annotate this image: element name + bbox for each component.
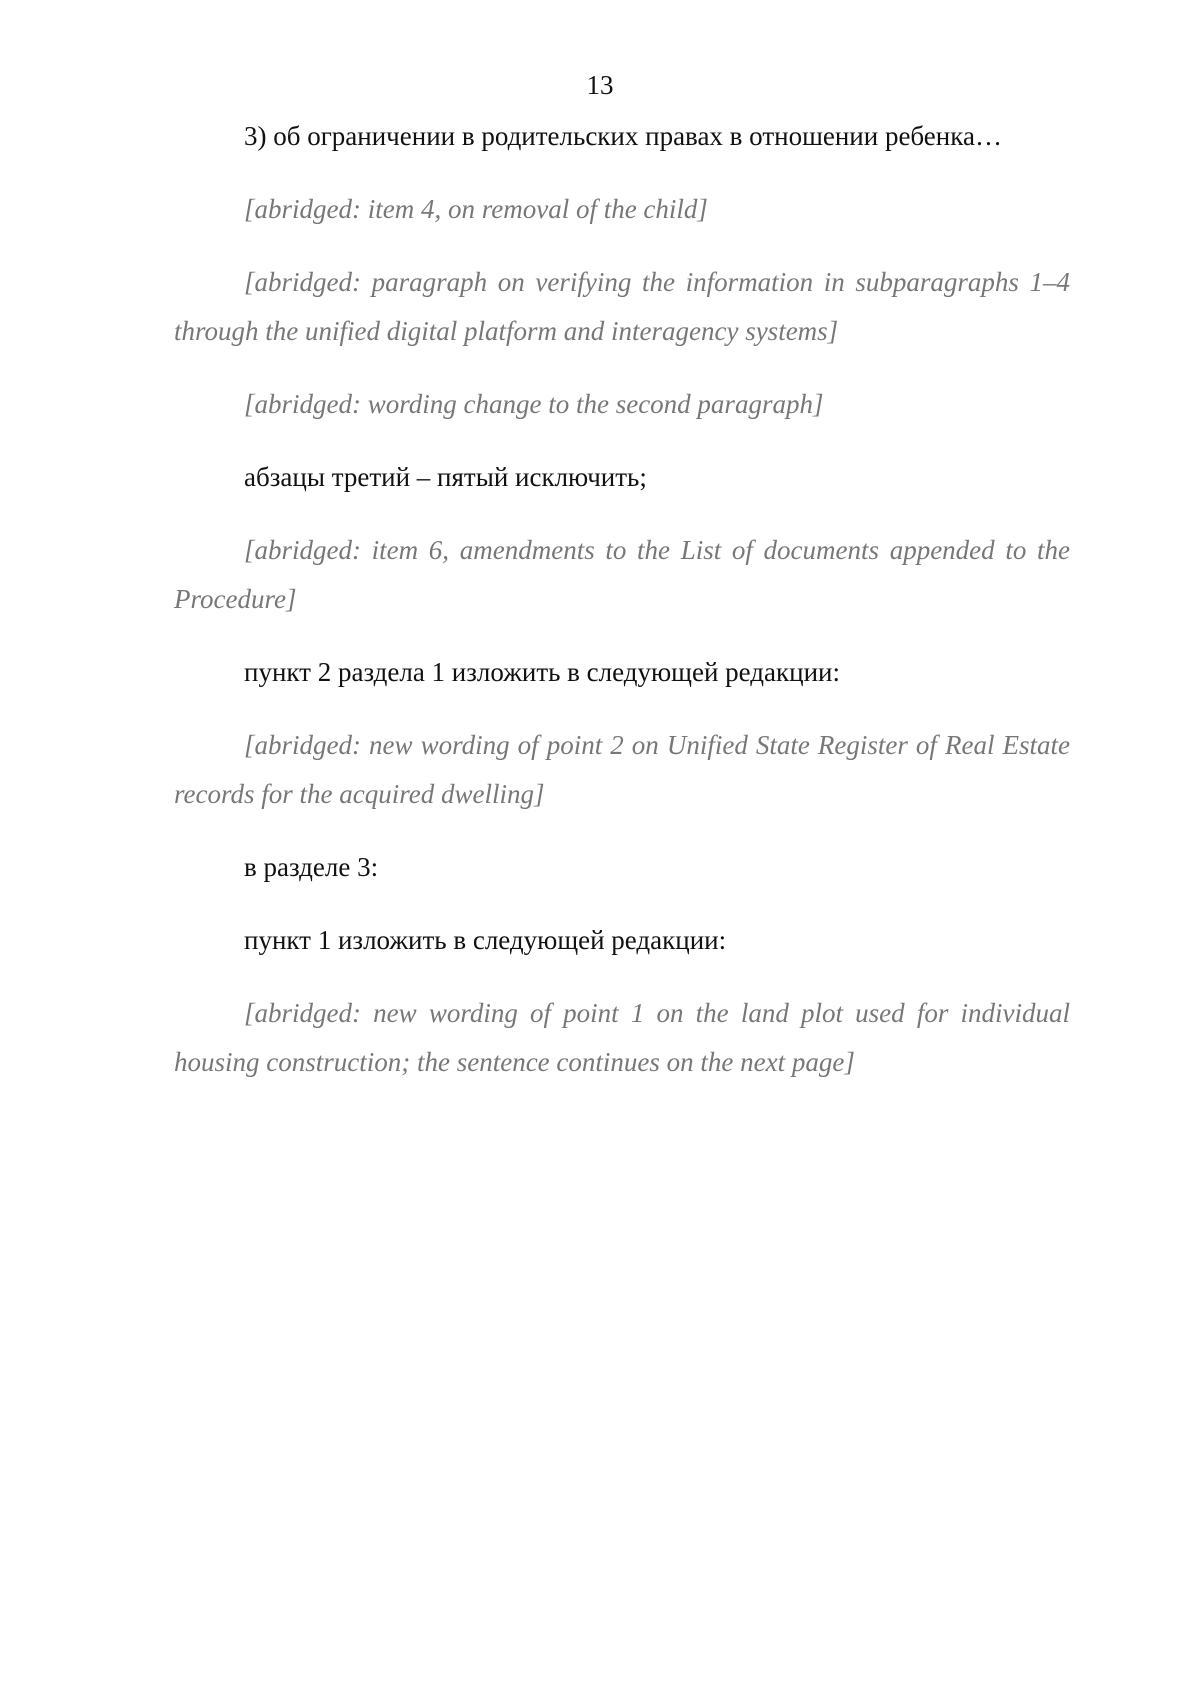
paragraph-9: в разделе 3: xyxy=(244,852,379,882)
page-number: 13 xyxy=(586,70,614,100)
paragraph-6: [abridged: item 6, amendments to the List of documents appended to the Procedure] xyxy=(174,535,1070,614)
paragraph-5: абзацы третий – пятый исключить; xyxy=(244,462,647,492)
paragraph-11: [abridged: new wording of point 1 on the land plot used for individual housing construction; the sentence continues on the next page] xyxy=(174,998,1070,1077)
paragraph-1: 3) об ограничении в родительских правах в отношении ребенка… xyxy=(244,121,1002,151)
paragraph-3: [abridged: paragraph on verifying the information in subparagraphs 1–4 through the unified digital platform and interagency systems] xyxy=(174,267,1070,346)
paragraph-4: [abridged: wording change to the second paragraph] xyxy=(244,389,824,419)
paragraph-7: пункт 2 раздела 1 изложить в следующей редакции: xyxy=(244,657,840,687)
paragraph-8: [abridged: new wording of point 2 on Unified State Register of Real Estate records for the acquired dwelling] xyxy=(174,730,1070,809)
paragraph-10: пункт 1 изложить в следующей редакции: xyxy=(244,925,727,955)
document-body xyxy=(174,112,1070,1111)
paragraph-2: [abridged: item 4, on removal of the child] xyxy=(244,194,708,224)
